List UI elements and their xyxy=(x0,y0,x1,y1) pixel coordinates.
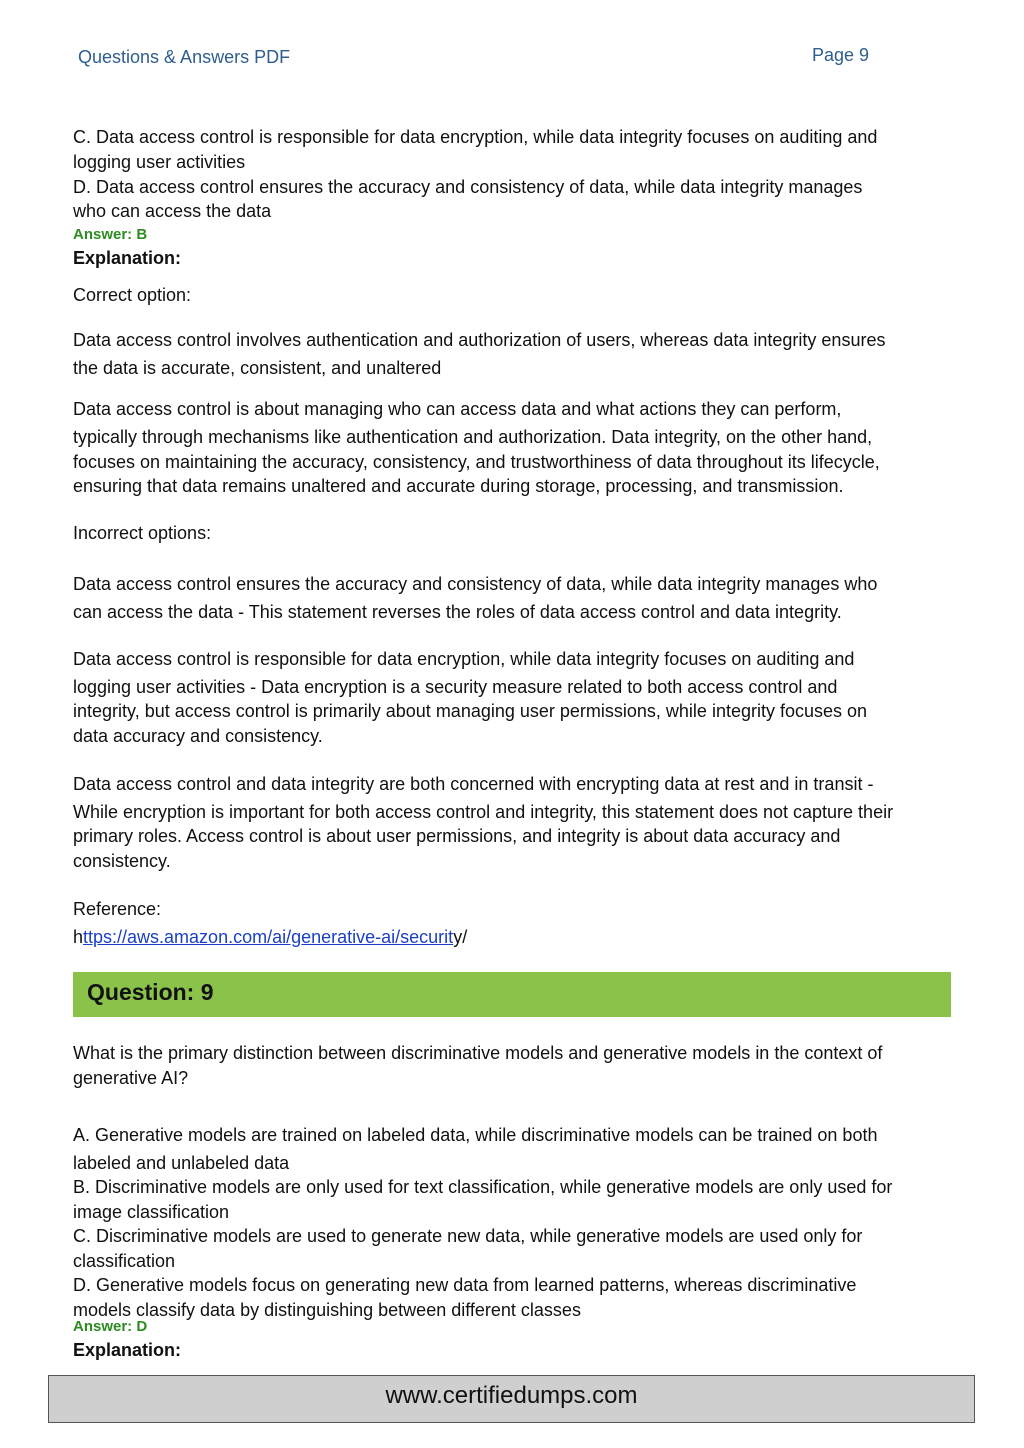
answer-label: Answer: B xyxy=(73,226,148,243)
question-title: Question: 9 xyxy=(87,979,214,1005)
reference-label: Reference: xyxy=(73,899,162,919)
detail-line1: Data access control is about managing who can access data and what actions they can perform, xyxy=(73,399,842,419)
q9-option-c-line1: C. Discriminative models are used to generate new data, while generative models are used only for xyxy=(73,1226,863,1246)
option-c-line1: C. Data access control is responsible for data encryption, while data integrity focuses on auditing and xyxy=(73,127,878,147)
incorrect3-line3: primary roles. Access control is about user permissions, and integrity is about data accuracy and xyxy=(73,826,841,846)
q9-answer-label: Answer: D xyxy=(73,1318,148,1335)
incorrect1-line1: Data access control ensures the accuracy and consistency of data, while data integrity manages who xyxy=(73,574,878,594)
detail-line4: ensuring that data remains unaltered and accurate during storage, processing, and transmission. xyxy=(73,476,844,496)
incorrect1-line2: can access the data - This statement reverses the roles of data access control and data integrity. xyxy=(73,602,842,622)
reference-line xyxy=(73,925,467,949)
question-text-line1: What is the primary distinction between discriminative models and generative models in the context of xyxy=(73,1043,883,1063)
incorrect2-line2: logging user activities - Data encryption is a security measure related to both access control and xyxy=(73,677,838,697)
option-c-line2: logging user activities xyxy=(73,152,246,172)
correct-option-label: Correct option: xyxy=(73,285,192,305)
incorrect2-line1: Data access control is responsible for data encryption, while data integrity focuses on auditing and xyxy=(73,649,855,669)
option-a-line2: labeled and unlabeled data xyxy=(73,1153,290,1173)
q9-option-d-line2: models classify data by distinguishing between different classes xyxy=(73,1300,581,1320)
incorrect2-line4: data accuracy and consistency. xyxy=(73,726,323,746)
q9-explanation-label: Explanation: xyxy=(73,1340,182,1360)
option-d-line1: D. Data access control ensures the accuracy and consistency of data, while data integrity manages xyxy=(73,177,863,197)
option-b-line1: B. Discriminative models are only used for text classification, while generative models are only used for xyxy=(73,1177,893,1197)
reference-suffix: y/ xyxy=(453,927,468,947)
detail-line3: focuses on maintaining the accuracy, consistency, and trustworthiness of data throughout its lifecycle, xyxy=(73,452,880,472)
option-a-line1: A. Generative models are trained on labeled data, while discriminative models can be trained on both xyxy=(73,1125,878,1145)
header-title: Questions & Answers PDF xyxy=(78,47,291,67)
explanation-label: Explanation: xyxy=(73,248,182,268)
option-b-line2: image classification xyxy=(73,1202,230,1222)
footer-url[interactable]: www.certifiedumps.com xyxy=(385,1382,638,1409)
incorrect3-line4: consistency. xyxy=(73,851,171,871)
footer-bar xyxy=(48,1375,975,1423)
reference-prefix: h xyxy=(73,927,84,947)
question-text-line2: generative AI? xyxy=(73,1068,189,1088)
correct-line1: Data access control involves authentication and authorization of users, whereas data integrity ensures xyxy=(73,330,886,350)
q9-option-c-line2: classification xyxy=(73,1251,176,1271)
incorrect2-line3: integrity, but access control is primarily about managing user permissions, while integrity focuses on xyxy=(73,701,868,721)
incorrect-options-label: Incorrect options: xyxy=(73,523,212,543)
q9-option-d-line1: D. Generative models focus on generating new data from learned patterns, whereas discriminative xyxy=(73,1275,857,1295)
correct-line2: the data is accurate, consistent, and unaltered xyxy=(73,358,442,378)
detail-line2: typically through mechanisms like authentication and authorization. Data integrity, on the other hand, xyxy=(73,427,873,447)
incorrect3-line2: While encryption is important for both access control and integrity, this statement does not capture their xyxy=(73,802,894,822)
option-d-line2: who can access the data xyxy=(73,201,272,221)
reference-link[interactable]: ttps://aws.amazon.com/ai/generative-ai/securit xyxy=(83,927,454,947)
page-number: Page 9 xyxy=(812,45,870,65)
question-header-bar xyxy=(73,972,951,1017)
incorrect3-line1: Data access control and data integrity are both concerned with encrypting data at rest and in transit - xyxy=(73,774,874,794)
